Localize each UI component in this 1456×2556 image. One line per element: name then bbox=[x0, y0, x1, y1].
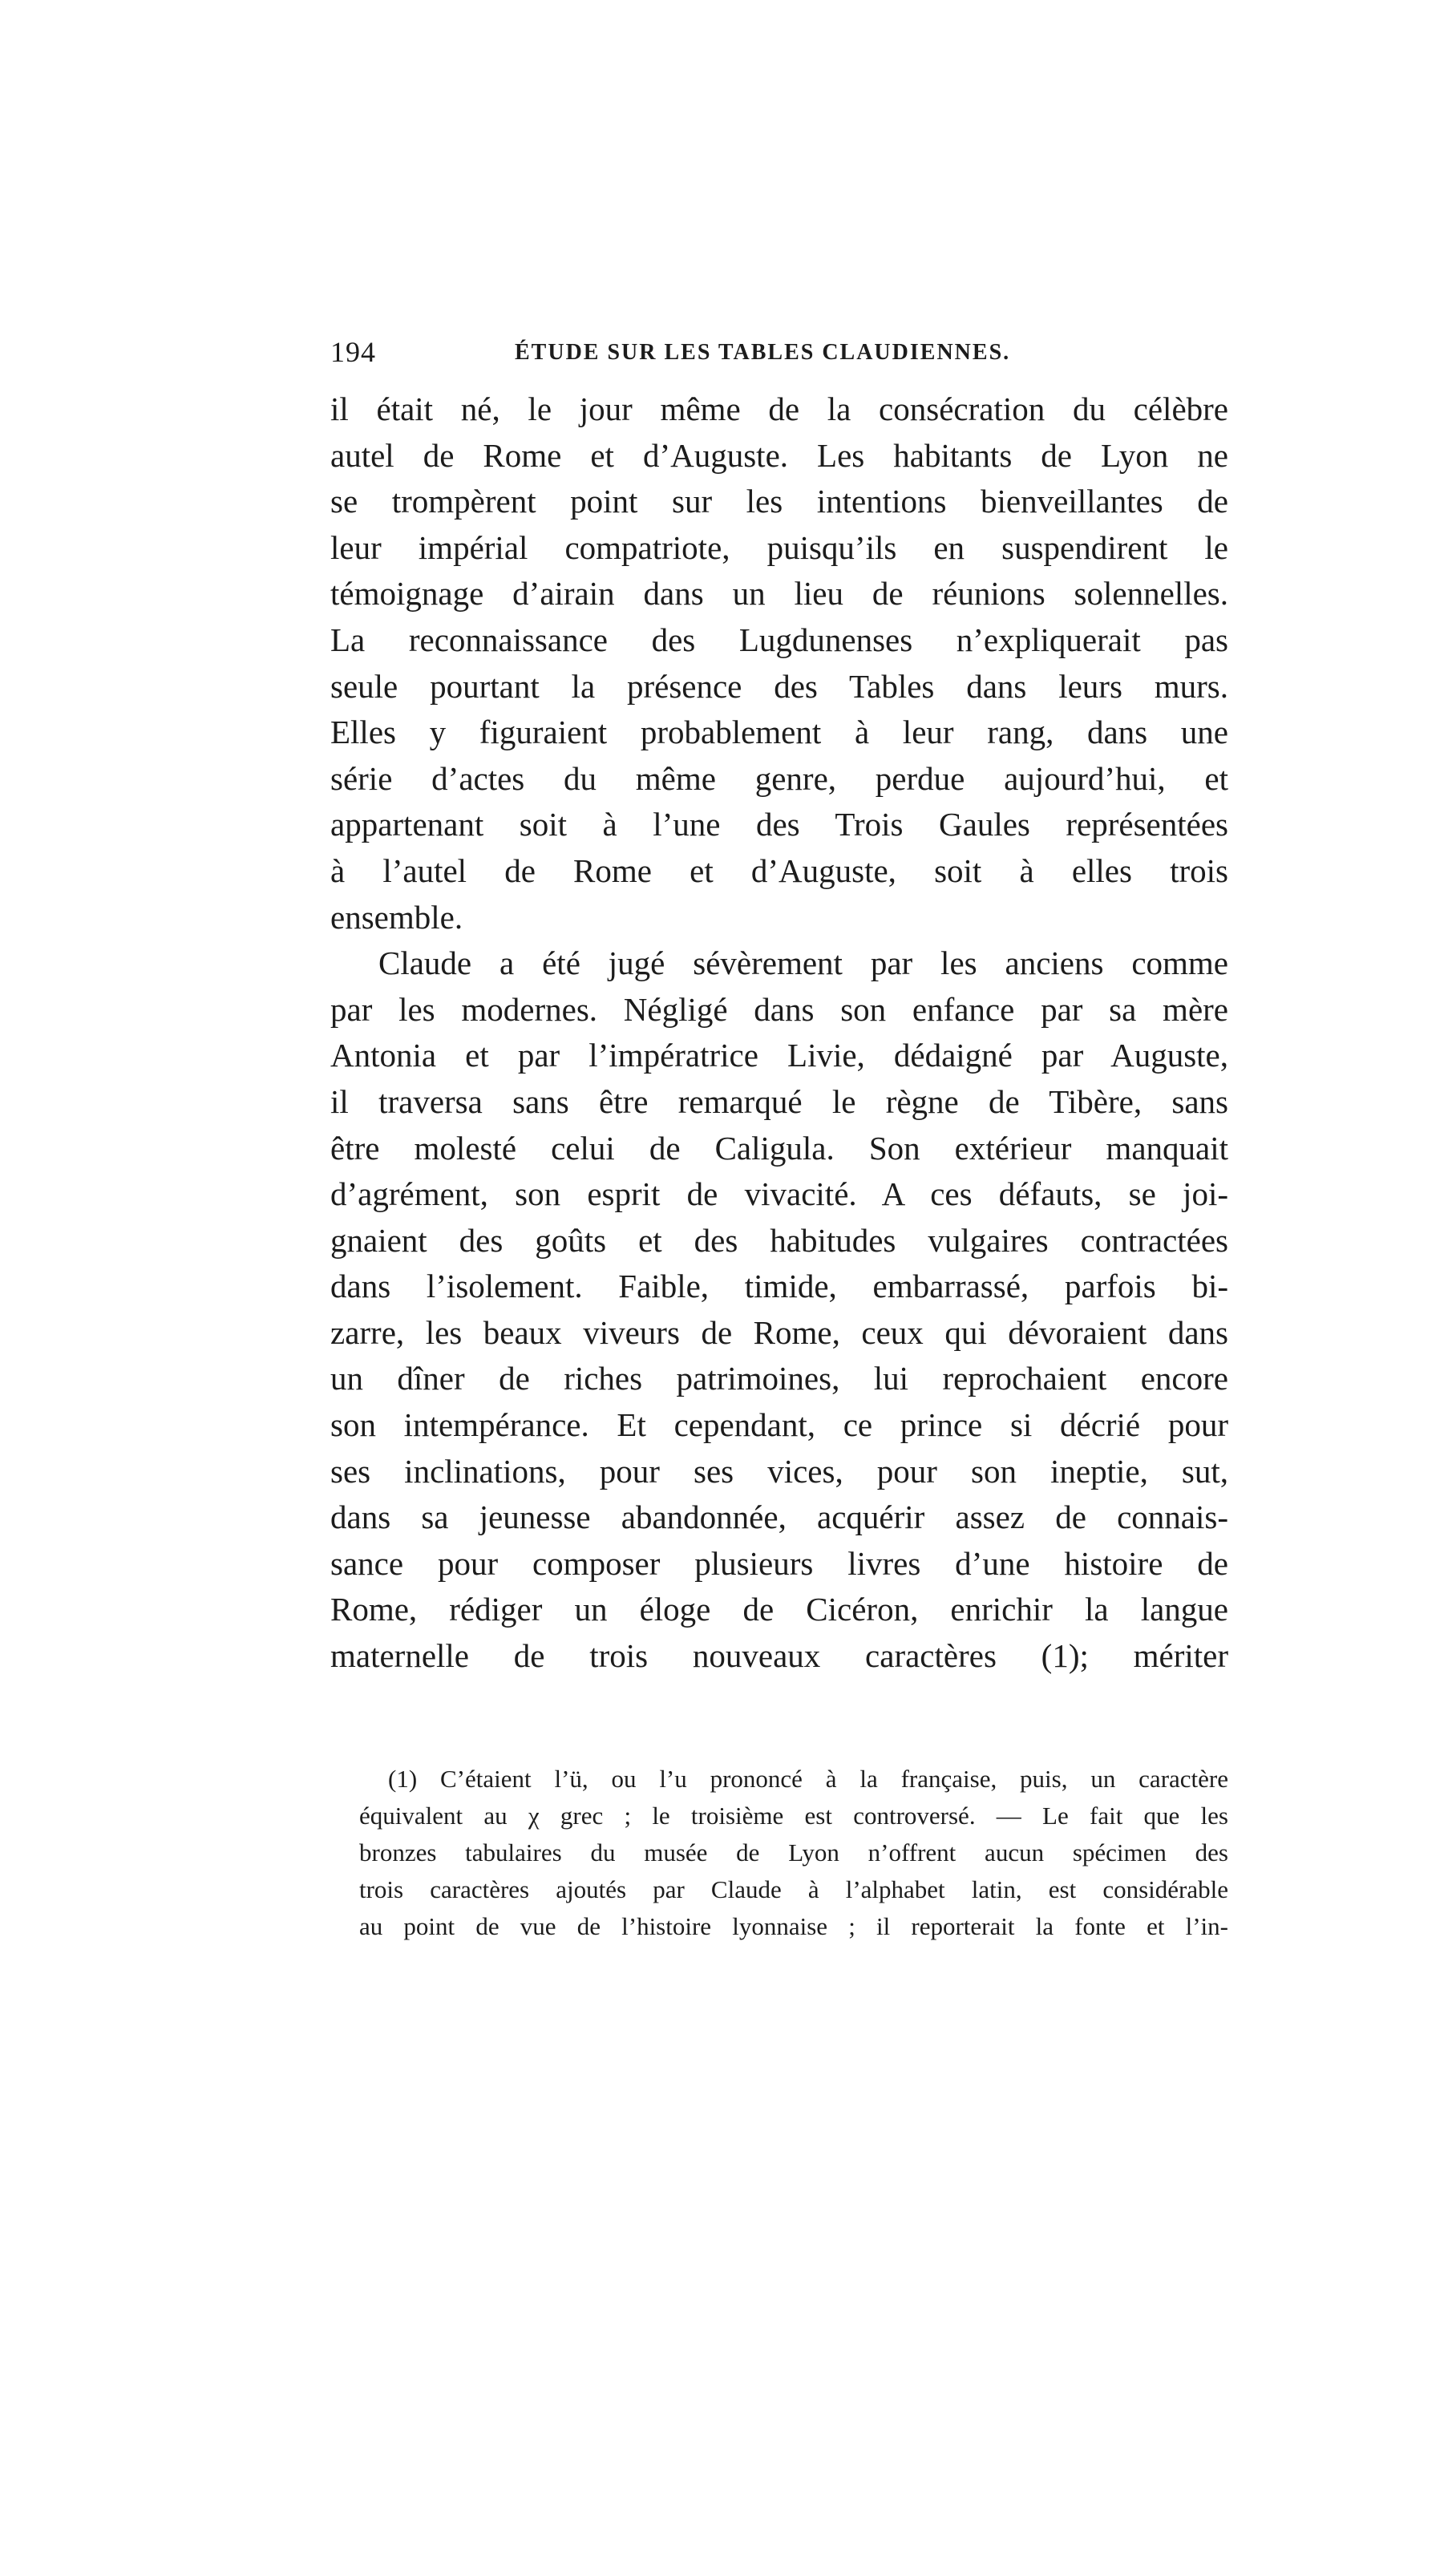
text-line: à l’autel de Rome et d’Auguste, soit à elles trois bbox=[330, 851, 1228, 889]
text-line: il était né, le jour même de la consécration du célèbre bbox=[330, 390, 1228, 427]
footnote-line: équivalent au χ grec ; le troisième est controversé. — Le fait que les bbox=[359, 1802, 1228, 1830]
page-number: 194 bbox=[330, 336, 376, 368]
text-line: ses inclinations, pour ses vices, pour son ineptie, sut, bbox=[330, 1452, 1228, 1490]
text-line: Elles y figuraient probablement à leur rang, dans une bbox=[330, 714, 1228, 751]
text-line: Claude a été jugé sévèrement par les anciens comme bbox=[378, 944, 1228, 982]
footnote-line: au point de vue de l’histoire lyonnaise ; il reporterait la fonte et l’in- bbox=[359, 1912, 1228, 1940]
text-line: maternelle de trois nouveaux caractères (1); mériter bbox=[330, 1637, 1228, 1675]
text-line: dans l’isolement. Faible, timide, embarrassé, parfois bi- bbox=[330, 1268, 1228, 1305]
text-line: être molesté celui de Caligula. Son extérieur manquait bbox=[330, 1129, 1228, 1167]
text-line: seule pourtant la présence des Tables dans leurs murs. bbox=[330, 667, 1228, 705]
page-header bbox=[330, 335, 1228, 375]
text-line: son intempérance. Et cependant, ce prince si décrié pour bbox=[330, 1406, 1228, 1444]
footnotes bbox=[359, 1761, 1228, 1945]
text-line: sance pour composer plusieurs livres d’une histoire de bbox=[330, 1544, 1228, 1582]
running-title: ÉTUDE SUR LES TABLES CLAUDIENNES. bbox=[515, 340, 1011, 365]
footnote-line: (1) C’étaient l’ü, ou l’u prononcé à la française, puis, un caractère bbox=[388, 1765, 1228, 1793]
text-line: Antonia et par l’impératrice Livie, dédaigné par Auguste, bbox=[330, 1037, 1228, 1074]
text-line: zarre, les beaux viveurs de Rome, ceux qui dévoraient dans bbox=[330, 1313, 1228, 1351]
text-line: appartenant soit à l’une des Trois Gaules représentées bbox=[330, 806, 1228, 843]
footnote-line: trois caractères ajoutés par Claude à l’alphabet latin, est considérable bbox=[359, 1875, 1228, 1903]
footnote-line: bronzes tabulaires du musée de Lyon n’offrent aucun spécimen des bbox=[359, 1838, 1228, 1866]
main-text bbox=[330, 386, 1228, 1680]
text-line: leur impérial compatriote, puisqu’ils en suspendirent le bbox=[330, 528, 1228, 566]
text-line: un dîner de riches patrimoines, lui reprochaient encore bbox=[330, 1360, 1228, 1397]
text-line: par les modernes. Négligé dans son enfance par sa mère bbox=[330, 990, 1228, 1028]
text-line: il traversa sans être remarqué le règne de Tibère, sans bbox=[330, 1082, 1228, 1120]
text-line: Rome, rédiger un éloge de Cicéron, enrichir la langue bbox=[330, 1591, 1228, 1628]
text-line: autel de Rome et d’Auguste. Les habitants de Lyon ne bbox=[330, 436, 1228, 474]
text-line: d’agrément, son esprit de vivacité. A ces défauts, se joi- bbox=[330, 1175, 1228, 1213]
text-line: se trompèrent point sur les intentions bienveillantes de bbox=[330, 483, 1228, 520]
text-line: série d’actes du même genre, perdue aujourd’hui, et bbox=[330, 759, 1228, 797]
text-line: témoignage d’airain dans un lieu de réunions solennelles. bbox=[330, 575, 1228, 613]
text-line: dans sa jeunesse abandonnée, acquérir assez de connais- bbox=[330, 1498, 1228, 1536]
text-line: ensemble. bbox=[330, 898, 463, 936]
text-line: gnaient des goûts et des habitudes vulgaires contractées bbox=[330, 1221, 1228, 1259]
text-line: La reconnaissance des Lugdunenses n’expliquerait pas bbox=[330, 621, 1228, 658]
